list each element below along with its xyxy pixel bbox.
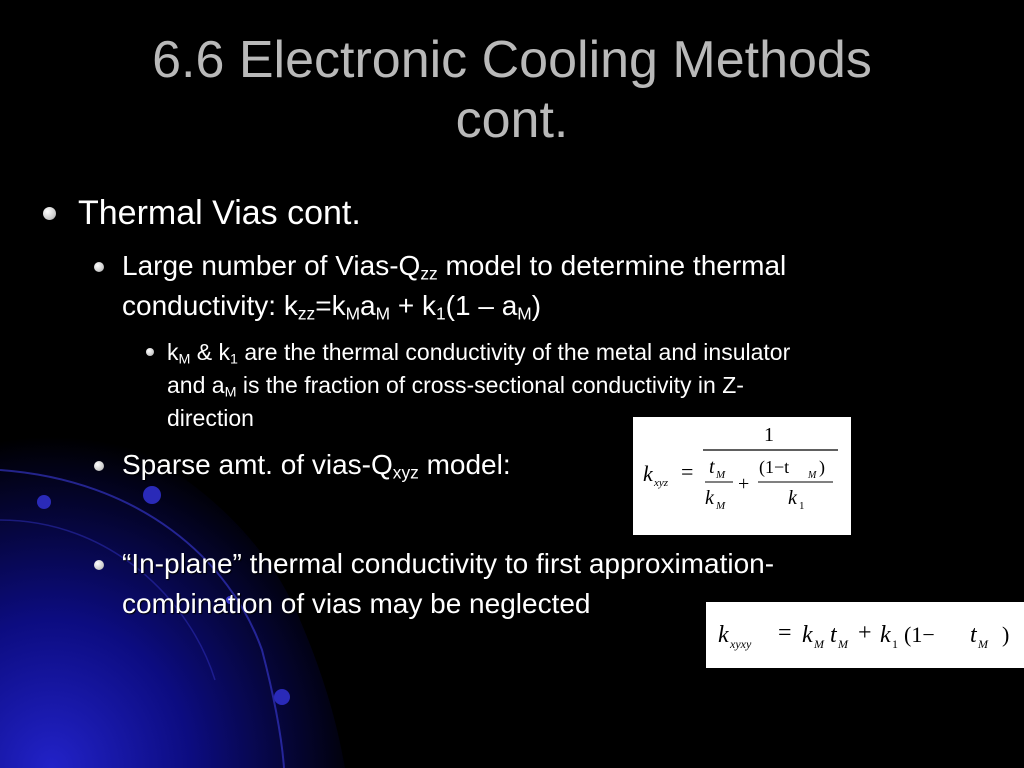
- eq2-tm-sub: M: [978, 637, 988, 651]
- text: direction: [167, 405, 254, 431]
- eq-t: t: [709, 456, 715, 478]
- eq-t-sub: M: [716, 469, 726, 481]
- text: model to determine thermal: [437, 250, 787, 281]
- text: conductivity: k: [122, 290, 298, 321]
- eq2-k1-sub: 1: [892, 637, 898, 651]
- text: ): [531, 290, 542, 321]
- eq-num2: (1−t: [759, 457, 790, 477]
- bullet-thermal-vias: Thermal Vias cont.: [78, 194, 361, 232]
- bullet-dot: [43, 207, 56, 220]
- eq-numerator: 1: [764, 424, 774, 446]
- eq2-equals: =: [778, 620, 792, 646]
- subscript: 1: [436, 303, 446, 324]
- subscript: M: [375, 303, 391, 324]
- text: + k: [390, 290, 437, 321]
- eq-k1: k: [788, 487, 797, 509]
- eq-num2-close: ): [819, 457, 825, 477]
- equation-kxyz: [633, 417, 851, 535]
- eq-lhs: k: [643, 461, 653, 486]
- eq-equals: =: [681, 459, 694, 484]
- eq2-t: t: [830, 622, 837, 648]
- bullet-qzz-model: [122, 246, 982, 326]
- subscript: M: [517, 303, 532, 324]
- slide-title: [60, 30, 964, 150]
- bullet-qxyz-model: [122, 445, 622, 485]
- text: are the thermal conductivity of the metal and insulator: [237, 339, 791, 365]
- bullet-dot: [94, 262, 104, 272]
- text: & k: [190, 339, 230, 365]
- text: Sparse amt. of vias-Q: [122, 449, 393, 480]
- text: “In-plane” thermal conductivity to first approximation-: [122, 548, 775, 579]
- eq-k-sub: M: [716, 500, 726, 512]
- eq2-k: k: [802, 622, 813, 648]
- eq-k1-sub: 1: [799, 500, 805, 512]
- title-line-2: cont.: [455, 91, 569, 149]
- text: a: [360, 290, 376, 321]
- text: Large number of Vias-Q: [122, 250, 421, 281]
- subscript: M: [178, 351, 191, 368]
- eq2-paren-close: ): [1002, 622, 1010, 647]
- text: combination of vias may be neglected: [122, 588, 591, 619]
- text: =k: [315, 290, 346, 321]
- eq2-k1: k: [880, 622, 891, 648]
- text: model:: [418, 449, 511, 480]
- text: is the fraction of cross-sectional conductivity in Z-: [236, 372, 744, 398]
- equation-kxyxy: [706, 602, 1024, 668]
- eq2-t-sub: M: [838, 637, 848, 651]
- subscript: M: [224, 384, 237, 401]
- title-line-1: 6.6 Electronic Cooling Methods: [152, 31, 872, 89]
- text: and a: [167, 372, 225, 398]
- eq-num2-sub: M: [808, 470, 817, 481]
- bullet-dot: [146, 348, 154, 356]
- bullet-dot: [94, 461, 104, 471]
- text: (1 – a: [445, 290, 518, 321]
- eq2-plus: +: [858, 620, 872, 646]
- subscript: 1: [230, 351, 238, 368]
- eq2-lhs: k: [718, 622, 729, 648]
- eq-lhs-sub: xyz: [654, 477, 669, 489]
- subscript: xyz: [392, 462, 419, 483]
- eq-plus: +: [738, 473, 750, 495]
- text: k: [167, 339, 179, 365]
- subscript: zz: [297, 303, 316, 324]
- bullet-dot: [94, 560, 104, 570]
- subscript: M: [345, 303, 361, 324]
- eq-k: k: [705, 487, 714, 509]
- eq2-tm: t: [970, 622, 977, 648]
- eq2-k-sub: M: [814, 637, 824, 651]
- eq2-paren: (1−: [904, 622, 935, 647]
- eq2-lhs-sub: xyxy: [730, 637, 752, 651]
- subscript: zz: [420, 263, 438, 284]
